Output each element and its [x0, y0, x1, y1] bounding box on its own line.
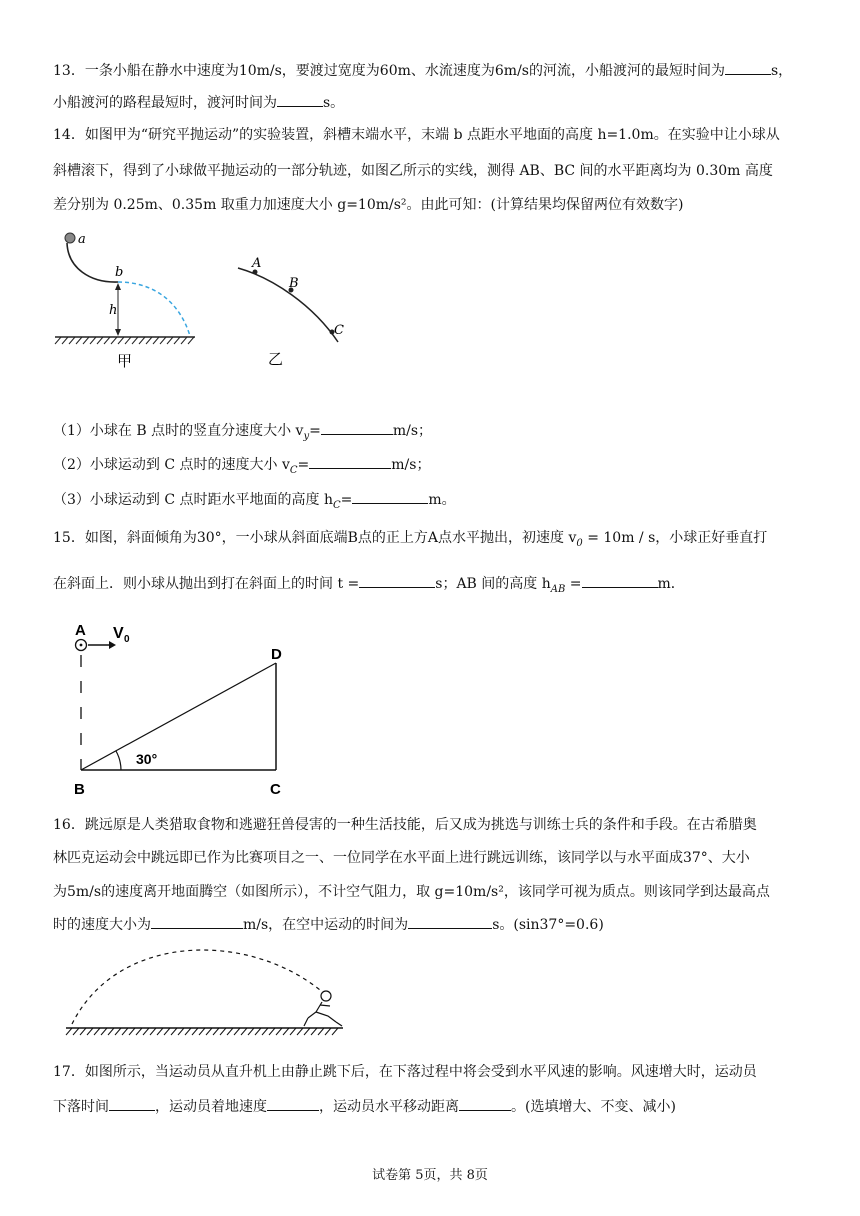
hatch-mark: [146, 337, 152, 344]
hatch-mark: [276, 1028, 282, 1035]
svg-text:A: A: [75, 622, 86, 639]
hatch-mark: [185, 1028, 191, 1035]
hatch-mark: [332, 1028, 338, 1035]
hatch-mark: [97, 337, 103, 344]
angle-label: 30°: [136, 751, 158, 767]
hatch-mark: [118, 337, 124, 344]
figure-jia: [50, 228, 210, 378]
ramp-curve: [67, 243, 118, 282]
hatch-mark: [62, 337, 68, 344]
q14-sub1: （1）小球在 B 点时的竖直分速度大小 $v_y= m/s$；: [53, 420, 432, 447]
svg-text:B: B: [289, 276, 299, 291]
q14-sub2: （2）小球运动到 C 点时的速度大小 $v_C= m/s$；: [53, 454, 430, 481]
hatch-mark: [199, 1028, 205, 1035]
hatch-mark: [188, 337, 194, 344]
hatch-mark: [181, 337, 187, 344]
q14-line1: 14．如图甲为“研究平抛运动”的实验装置，斜槽末端水平，末端 b 点距水平地面的高度 h=1.0m。在实验中让小球从: [53, 127, 780, 143]
answer-blank[interactable]: [459, 1096, 511, 1111]
hatch-mark: [311, 1028, 317, 1035]
hatch-mark: [248, 1028, 254, 1035]
hatch-mark: [101, 1028, 107, 1035]
hatch-mark: [304, 1028, 310, 1035]
q17-line1: 17．如图所示，当运动员从直升机上由静止跳下后，在下落过程中将会受到水平风速的影响。风速增大时，运动员: [53, 1064, 757, 1080]
hatch-mark: [220, 1028, 226, 1035]
svg-text:B: B: [74, 781, 85, 798]
q17-line2: 下落时间 ，运动员着地速度 ，运动员水平移动距离 。(选填增大、不变、减小): [53, 1096, 676, 1117]
hatch-mark: [171, 1028, 177, 1035]
jumper-icon: [304, 991, 342, 1026]
q16-line3: 为5m/s的速度离开地面腾空（如图所示），不计空气阻力，取 g=10m/s²，该同学可视为质点。则该同学到达最高点: [53, 884, 770, 900]
hatch-mark: [55, 337, 61, 344]
hatch-mark: [206, 1028, 212, 1035]
hatch-mark: [108, 1028, 114, 1035]
hatch-mark: [125, 337, 131, 344]
hatch-mark: [174, 337, 180, 344]
page-footer: 试卷第 5页，共 8页: [372, 1168, 488, 1183]
hatch-mark: [234, 1028, 240, 1035]
hatch-mark: [90, 337, 96, 344]
svg-text:C: C: [334, 323, 344, 338]
ball-icon: [65, 233, 75, 243]
answer-blank[interactable]: [582, 573, 658, 588]
answer-blank[interactable]: [321, 420, 393, 435]
hatch-mark: [94, 1028, 100, 1035]
answer-blank[interactable]: [267, 1096, 319, 1111]
answer-blank[interactable]: [725, 60, 771, 75]
hatch-mark: [143, 1028, 149, 1035]
hatch-mark: [164, 1028, 170, 1035]
hatch-mark: [80, 1028, 86, 1035]
figure-q16-long-jump: [58, 942, 358, 1042]
incline-BD: [81, 663, 276, 770]
hatch-mark: [150, 1028, 156, 1035]
svg-text:D: D: [271, 646, 282, 663]
angle-arc: [116, 751, 121, 770]
answer-blank[interactable]: [352, 489, 428, 504]
svg-text:V: V: [113, 625, 124, 642]
hatch-mark: [157, 1028, 163, 1035]
hatch-mark: [122, 1028, 128, 1035]
hatch-mark: [76, 337, 82, 344]
hatch-mark: [213, 1028, 219, 1035]
hatch-mark: [136, 1028, 142, 1035]
answer-blank[interactable]: [408, 914, 492, 929]
hatch-mark: [297, 1028, 303, 1035]
ground-hatch: [55, 337, 194, 344]
hatch-mark: [83, 337, 89, 344]
hatch-mark: [153, 337, 159, 344]
q15-line1: 15．如图，斜面倾角为30°，一小球从斜面底端B点的正上方A点水平抛出，初速度 $v_0 = 10m / s$，小球正好垂直打: [53, 530, 768, 549]
hatch-mark: [104, 337, 110, 344]
q13-text: 13．一条小船在静水中速度为10m/s，要渡过宽度为60m、水流速度为6m/s的河流，小船渡河的最短时间为: [53, 63, 725, 79]
figure-q15-incline: [66, 615, 306, 805]
answer-blank[interactable]: [277, 92, 323, 107]
hatch-mark: [227, 1028, 233, 1035]
hatch-mark: [255, 1028, 261, 1035]
answer-blank[interactable]: [151, 914, 243, 929]
q14-line2: 斜槽滚下，得到了小球做平抛运动的一部分轨迹，如图乙所示的实线，测得 AB、BC 间的水平距离均为 0.30m 高度: [53, 163, 773, 179]
answer-blank[interactable]: [359, 573, 435, 588]
svg-text:0: 0: [124, 634, 130, 645]
hatch-mark: [192, 1028, 198, 1035]
label-b: b: [115, 265, 124, 280]
hatch-mark: [87, 1028, 93, 1035]
hatch-mark: [69, 337, 75, 344]
q13-line2: 小船渡河的路程最短时，渡河时间为 s。: [53, 92, 344, 113]
q14-line3: 差分别为 0.25m、0.35m 取重力加速度大小 g=10m/s²。由此可知：(计算结果均保留两位有效数字): [53, 197, 684, 213]
hatch-mark: [167, 337, 173, 344]
hatch-mark: [66, 1028, 72, 1035]
figure-yi: [228, 250, 358, 380]
hatch-mark: [325, 1028, 331, 1035]
q15-line2: 在斜面上．则小球从抛出到打在斜面上的时间 t = s；AB 间的高度 $h_{AB} = m$．: [53, 573, 685, 600]
q13-line1: 13．一条小船在静水中速度为10m/s，要渡过宽度为60m、水流速度为6m/s的河流，小船渡河的最短时间为 s，: [53, 60, 792, 81]
hatch-mark: [160, 337, 166, 344]
hatch-mark: [178, 1028, 184, 1035]
hatch-mark: [269, 1028, 275, 1035]
answer-blank[interactable]: [109, 1096, 155, 1111]
hatch-mark: [283, 1028, 289, 1035]
label-h: h: [109, 303, 118, 318]
caption-yi: 乙: [268, 350, 284, 368]
q14-sub3: （3）小球运动到 C 点时距水平地面的高度 $h_C= m$。: [53, 489, 456, 516]
trajectory-dashed: [118, 282, 190, 336]
hatch-mark: [262, 1028, 268, 1035]
svg-text:C: C: [270, 781, 281, 798]
jump-trajectory: [72, 950, 320, 1024]
hatch-mark: [139, 337, 145, 344]
hatch-mark: [129, 1028, 135, 1035]
q16-line1: 16．跳远原是人类猎取食物和逃避狂兽侵害的一种生活技能，后又成为挑选与训练士兵的条件和手段。在古希腊奥: [53, 817, 757, 833]
hatch-mark: [241, 1028, 247, 1035]
q16-line4: 时的速度大小为 m/s，在空中运动的时间为 s。(sin37°=0.6): [53, 914, 604, 935]
q16-line2: 林匹克运动会中跳远即已作为比赛项目之一、一位同学在水平面上进行跳远训练，该同学以与水平面成37°、大小: [53, 850, 750, 866]
caption-jia: 甲: [117, 352, 133, 370]
hatch-mark: [290, 1028, 296, 1035]
svg-text:A: A: [252, 256, 262, 271]
answer-blank[interactable]: [309, 454, 391, 469]
label-a: a: [78, 232, 86, 247]
trajectory-solid: [238, 268, 338, 342]
hatch-mark: [132, 337, 138, 344]
ground-hatch: [66, 1028, 338, 1035]
hatch-mark: [111, 337, 117, 344]
hatch-mark: [73, 1028, 79, 1035]
hatch-mark: [318, 1028, 324, 1035]
hatch-mark: [115, 1028, 121, 1035]
